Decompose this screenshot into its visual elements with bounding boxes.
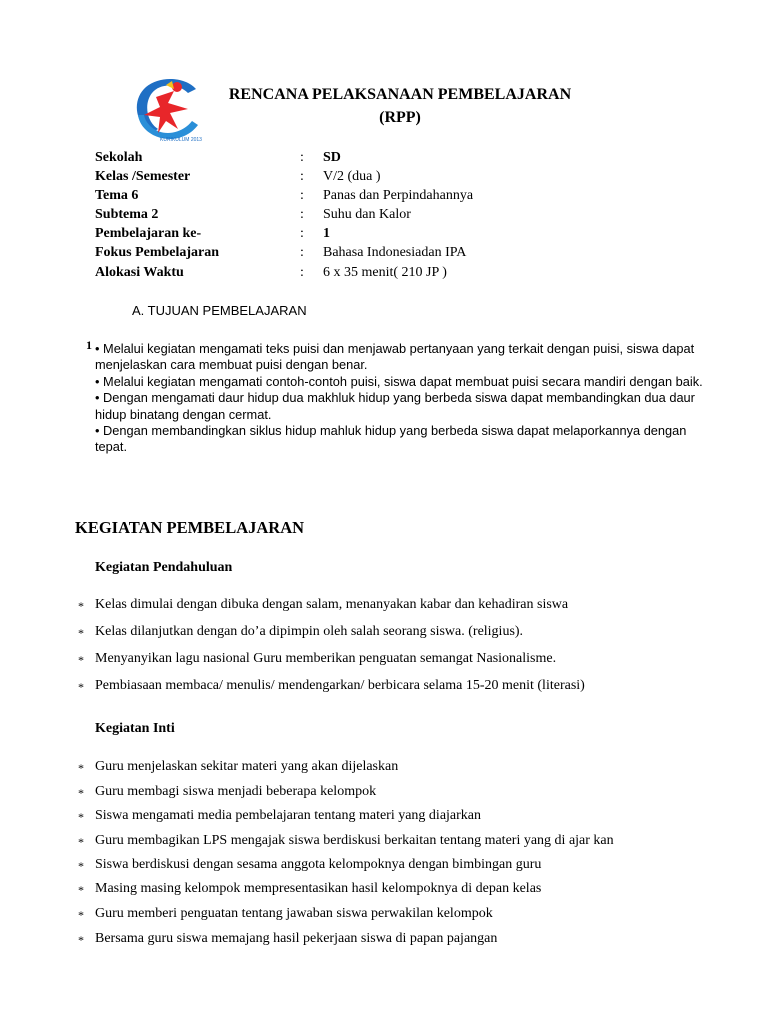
info-label: Tema 6 [95,188,139,203]
inti-title: Kegiatan Inti [95,721,175,736]
list-item-text: Guru membagi siswa menjadi beberapa kelompok [95,784,377,799]
info-label: Fokus Pembelajaran [95,245,220,260]
list-item-text: Siswa berdiskusi dengan sesama anggota kelompoknya dengan bimbingan guru [95,857,542,872]
section-a-heading: A. TUJUAN PEMBELAJARAN [132,303,307,318]
info-colon: : [300,265,304,280]
info-value: Suhu dan Kalor [323,207,411,222]
pendahuluan-title: Kegiatan Pendahuluan [95,560,233,575]
bullet-star-icon: * [78,680,84,694]
goal-item: • Dengan membandingkan siklus hidup mahluk hidup yang berbeda siswa dapat melaporkannya dengan tepat. [95,423,687,455]
bullet-star-icon: * [78,835,84,849]
info-value: V/2 (dua ) [323,169,381,184]
bullet-star-icon: * [78,786,84,800]
list-item-text: Siswa mengamati media pembelajaran tentang materi yang diajarkan [95,808,482,823]
info-colon: : [300,226,304,241]
logo-text: KURIKULUM 2013 [160,137,202,143]
goals-list [95,341,705,456]
info-label: Sekolah [95,150,143,165]
info-colon: : [300,245,304,260]
bullet-star-icon: * [78,761,84,775]
info-value: Panas dan Perpindahannya [323,188,474,203]
bullet-star-icon: * [78,810,84,824]
info-colon: : [300,150,304,165]
bullet-star-icon: * [78,883,84,897]
info-label: Kelas /Semester [95,169,191,184]
list-item-text: Guru memberi penguatan tentang jawaban siswa perwakilan kelompok [95,906,493,921]
list-item-text: Kelas dilanjutkan dengan do’a dipimpin oleh salah seorang siswa. (religius). [95,624,524,639]
list-item-text: Guru menjelaskan sekitar materi yang akan dijelaskan [95,759,399,774]
goal-item: • Melalui kegiatan mengamati teks puisi dan menjawab pertanyaan yang terkait dengan puisi, siswa dapat menjelaskan cara membuat puisi dengan benar. [95,341,695,373]
kegiatan-heading: KEGIATAN PEMBELAJARAN [75,518,305,537]
bullet-star-icon: * [78,626,84,640]
list-item-text: Kelas dimulai dengan dibuka dengan salam, menanyakan kabar dan kehadiran siswa [95,597,569,612]
list-item-text: Pembiasaan membaca/ menulis/ mendengarkan/ berbicara selama 15-20 menit (literasi) [95,678,585,693]
info-value: 6 x 35 menit( 210 JP ) [323,265,447,280]
info-label: Subtema 2 [95,207,159,222]
info-colon: : [300,188,304,203]
info-colon: : [300,207,304,222]
list-item-text: Masing masing kelompok mempresentasikan hasil kelompoknya di depan kelas [95,881,542,896]
info-label: Alokasi Waktu [95,265,184,280]
info-value: SD [323,150,341,165]
list-item-text: Guru membagikan LPS mengajak siswa berdiskusi berkaitan tentang materi yang di ajar kan [95,833,614,848]
page-title-line-2: (RPP) [379,109,421,126]
info-value: Bahasa Indonesiadan IPA [323,245,467,260]
bullet-star-icon: * [78,859,84,873]
page-title-line-1: RENCANA PELAKSANAAN PEMBELAJARAN [228,86,572,103]
info-colon: : [300,169,304,184]
list-number: 1 [86,338,92,352]
list-item-text: Menyanyikan lagu nasional Guru memberikan penguatan semangat Nasionalisme. [95,651,557,666]
bullet-star-icon: * [78,933,84,947]
list-item-text: Bersama guru siswa memajang hasil pekerjaan siswa di papan pajangan [95,931,498,946]
info-label: Pembelajaran ke- [95,226,202,241]
bullet-star-icon: * [78,599,84,613]
goal-item: • Dengan mengamati daur hidup dua makhluk hidup yang berbeda siswa dapat membandingkan dua daur hidup binatang dengan cermat. [95,390,695,422]
info-value: 1 [323,226,330,241]
bullet-star-icon: * [78,908,84,922]
goal-item: • Melalui kegiatan mengamati contoh-contoh puisi, siswa dapat membuat puisi secara mandiri dengan baik. [95,373,703,389]
bullet-star-icon: * [78,653,84,667]
